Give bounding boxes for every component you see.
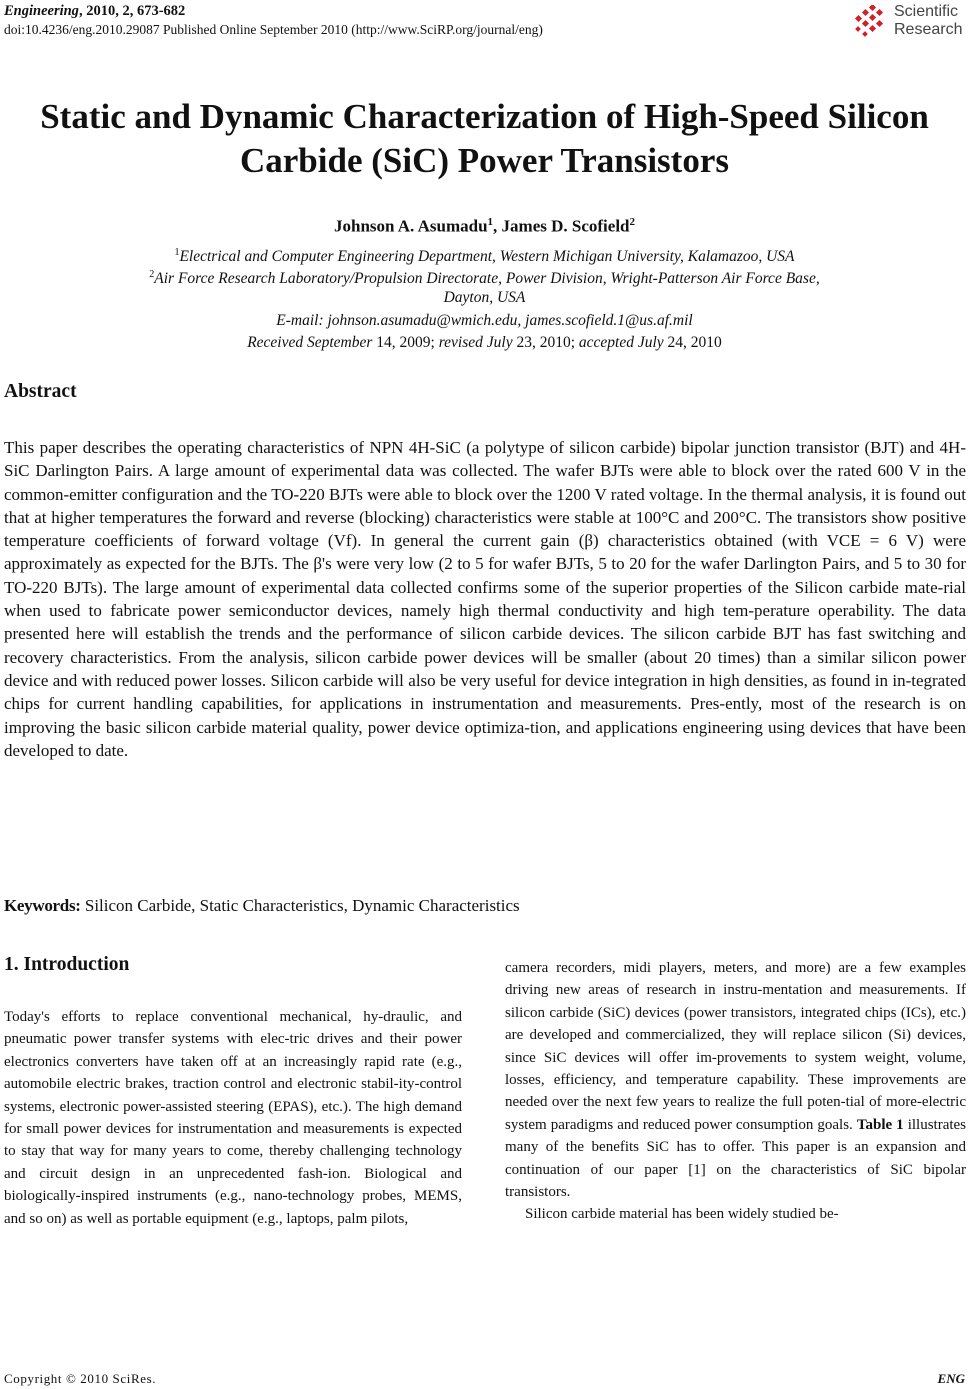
intro-paragraph-1: Today's efforts to replace conventional mechanical, hy-draulic, and pneumatic power transfer systems with elec-tric drives and their power electronics converters have taken off at an increasingly rapid rate (e.g., automobile electric brakes, traction control and electronic stabil-ity-control systems, electronic power-assisted steering (EPAS), etc.). The high demand for small power devices for instrumentation and measurements is expected to stay that way for many years to come, thereby challenging technology and circuit design in an unprecedented fash-ion. Biological and biologically-inspired instruments (e.g., nano-technology probes, MEMS, and so on) as well as portable equipment (e.g., laptops, palm pilots, bbox=[4, 1009, 462, 1227]
affiliation-2: $^2$Air Force Research Laboratory/Propulsion Directorate, Power Division, Wright-Patterson Air Force Base, bbox=[149, 269, 820, 288]
journal-citation bbox=[4, 3, 185, 20]
email-line bbox=[0, 310, 969, 332]
publisher-logo bbox=[850, 3, 966, 43]
keywords-list: Silicon Carbide, Static Characteristics, Dynamic Characteristics bbox=[80, 896, 520, 915]
volume-pages: , 2010, 2, 673-682 bbox=[78, 3, 186, 19]
author-2: James D. Scofield bbox=[501, 216, 630, 236]
author-2-affiliation: 2 bbox=[629, 216, 636, 228]
keywords-line bbox=[4, 896, 520, 916]
body-column-left bbox=[4, 1006, 462, 1230]
journal-name: Engineering bbox=[4, 3, 79, 19]
paper-title bbox=[0, 95, 969, 183]
intro-paragraph-1-cont: camera recorders, midi players, meters, and more) are a few examples driving new areas of research in instru-mentation and measurements. If silicon carbide (SiC) devices (power transistors, integrated chips (ICs), etc.) are developed and commercialized, they will replace silicon (Si) devices, since SiC devices will offer im-provements to system weight, volume, losses, efficiency, and temperature capability. These improvements are needed over the next few years to realize the full poten-tial of more-electric system paradigms and reduced power consumption goals. Table 1 illustrates many of the benefits SiC has to offer. This paper is an expansion and continuation of our paper [1] on the characteristics of SiC bipolar transistors. bbox=[505, 960, 967, 1201]
author-list bbox=[0, 216, 969, 237]
affiliation-2-cont: Dayton, USA bbox=[443, 289, 526, 306]
publisher-logo-text: Scientific Research bbox=[894, 3, 963, 38]
abstract-body: This paper describes the operating characteristics of NPN 4H-SiC (a polytype of silicon carbide) bipolar junction transistor (BJT) and 4H-SiC Darlington Pairs. A large amount of experimental data was collected. The wafer BJTs were able to block over the rated 600 V in the common-emitter configuration and the TO-220 BJTs were able to block over the 1200 V rated voltage. In the thermal analysis, it is found out that at higher temperatures the forward and reverse (blocking) characteristics were stable at 100°C and 200°C. The transistors show positive temperature coefficients of forward voltage (Vf). In general the current gain (β) characteristics obtained (with VCE = 6 V) were approximately as expected for the BJTs. The β's were very low (2 to 5 for wafer BJTs, 5 to 20 for the wafer Darlington Pairs, and 5 to 30 for TO-220 BJTs). The large amount of experimental data collected confirms some of the superior properties of the Silicon carbide mate-rial when used to fabricate power semiconductor devices, namely high thermal conductivity and high tem-perature operability. The data presented here will establish the trends and the performance of silicon carbide devices. The silicon carbide BJT has fast switching and recovery characteristics. From the analysis, silicon carbide power devices will be smaller (about 20 times) than a similar silicon power device and with reduced power losses. Silicon carbide will also be very useful for device integration in high densities, as found in in-tegrated chips for current handling capabilities, for applications in instrumentation and measurements. Pres-ently, most of the research is on improving the basic silicon carbide material quality, power device optimiza-tion, and applications engineering using devices that have been developed to date. bbox=[4, 438, 966, 760]
section-heading-introduction: 1. Introduction bbox=[4, 954, 130, 975]
author-separator: , bbox=[493, 216, 502, 236]
body-column-right bbox=[505, 957, 966, 1226]
copyright-footer: Copyright © 2010 SciRes. bbox=[4, 1371, 157, 1386]
title-line-2: Carbide (SiC) Power Transistors bbox=[239, 141, 729, 180]
email-addresses: : johnson.asumadu@wmich.edu, james.scofield.1@us.af.mil bbox=[318, 312, 693, 329]
intro-paragraph-2: Silicon carbide material has been widely studied be- bbox=[525, 1206, 839, 1223]
email-label: E-mail bbox=[276, 312, 319, 329]
journal-abbrev-footer: ENG bbox=[937, 1371, 965, 1386]
affiliation-1: $^1$Electrical and Computer Engineering Department, Western Michigan University, Kalamazoo, USA bbox=[174, 247, 795, 266]
publisher-logo-icon bbox=[850, 5, 890, 41]
author-1-affiliation: 1 bbox=[487, 216, 494, 228]
abstract-heading: Abstract bbox=[4, 381, 77, 402]
title-line-1: Static and Dynamic Characterization of High-Speed Silicon bbox=[40, 97, 929, 136]
author-1: Johnson A. Asumadu bbox=[333, 216, 488, 236]
table-1-reference: Table 1 bbox=[856, 1116, 904, 1133]
received-dates: Received September 14, 2009; revised July 23, 2010; accepted July 24, 2010 bbox=[247, 334, 722, 351]
keywords-label: Keywords: bbox=[4, 896, 81, 915]
doi-line: doi:10.4236/eng.2010.29087 Published Online September 2010 (http://www.SciRP.org/journal/eng) bbox=[4, 22, 543, 37]
